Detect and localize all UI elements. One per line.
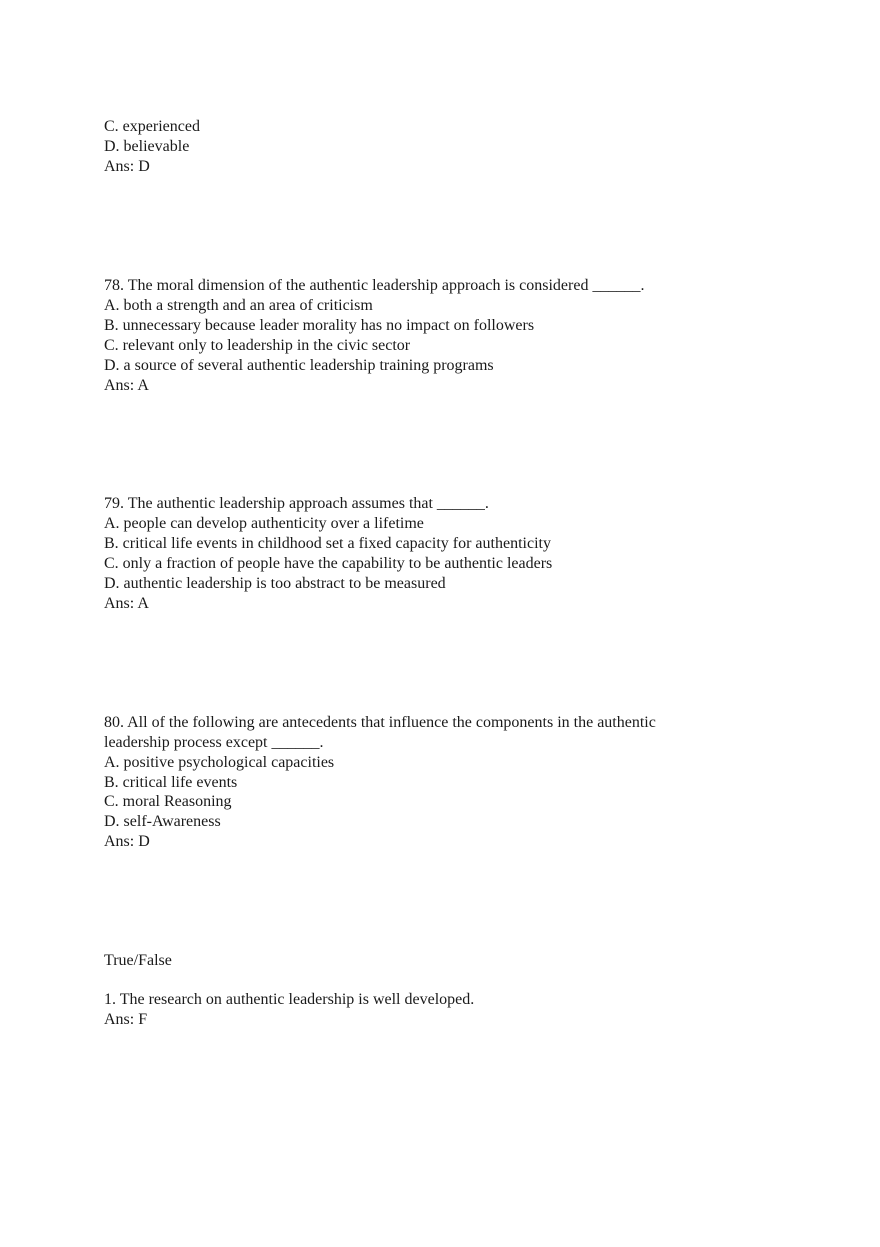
option-b: B. unnecessary because leader morality has no impact on followers bbox=[104, 317, 535, 334]
option-c: C. relevant only to leadership in the civic sector bbox=[104, 337, 411, 354]
option-d: D. authentic leadership is too abstract to be measured bbox=[104, 575, 446, 592]
answer: Ans: A bbox=[104, 377, 149, 394]
option-b: B. critical life events bbox=[104, 774, 238, 791]
option-a: A. both a strength and an area of criticism bbox=[104, 297, 373, 314]
option-c: C. moral Reasoning bbox=[104, 793, 232, 810]
section-heading: True/False bbox=[104, 952, 172, 969]
answer: Ans: F bbox=[104, 1011, 148, 1028]
question-text: 80. All of the following are antecedents that influence the components in the authentic bbox=[104, 714, 656, 731]
answer: Ans: D bbox=[104, 158, 150, 175]
answer: Ans: A bbox=[104, 595, 149, 612]
question-text: 79. The authentic leadership approach assumes that ______. bbox=[104, 495, 489, 512]
option-c: C. experienced bbox=[104, 118, 200, 135]
question-text-continued: leadership process except ______. bbox=[104, 734, 324, 751]
option-d: D. self-Awareness bbox=[104, 813, 221, 830]
option-d: D. believable bbox=[104, 138, 190, 155]
option-d: D. a source of several authentic leadership training programs bbox=[104, 357, 494, 374]
option-a: A. people can develop authenticity over a lifetime bbox=[104, 515, 424, 532]
option-c: C. only a fraction of people have the capability to be authentic leaders bbox=[104, 555, 553, 572]
option-a: A. positive psychological capacities bbox=[104, 754, 335, 771]
answer: Ans: D bbox=[104, 833, 150, 850]
option-b: B. critical life events in childhood set a fixed capacity for authenticity bbox=[104, 535, 551, 552]
question-text: 78. The moral dimension of the authentic leadership approach is considered ______. bbox=[104, 277, 645, 294]
question-text: 1. The research on authentic leadership is well developed. bbox=[104, 991, 475, 1008]
